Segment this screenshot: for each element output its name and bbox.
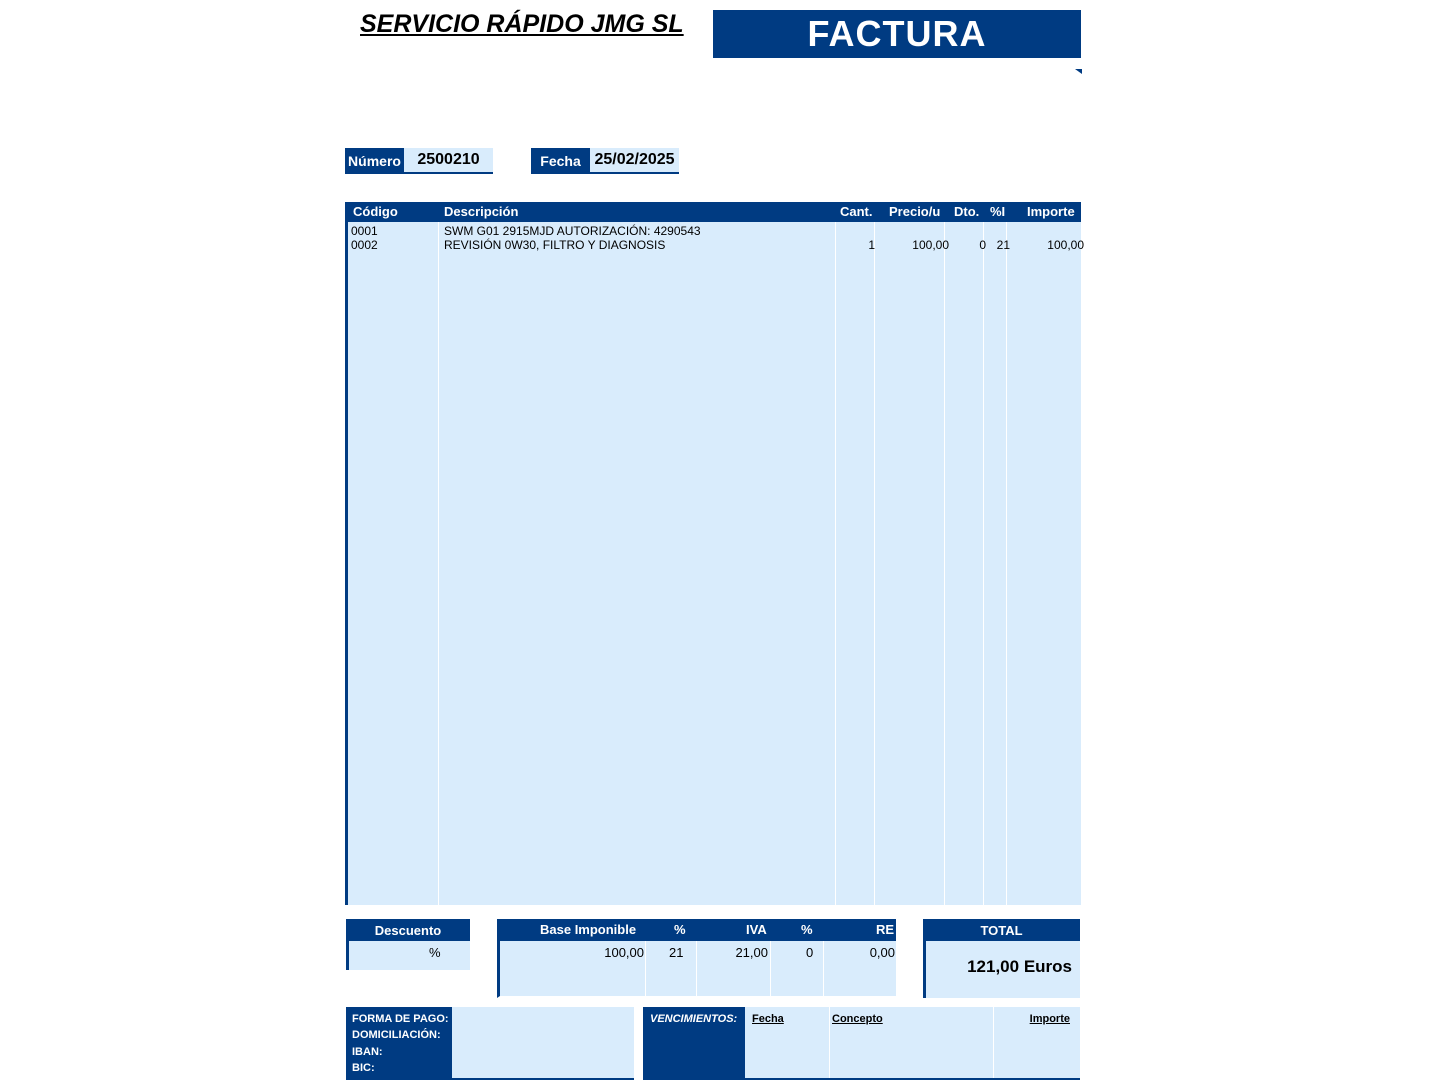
cell-cant: 1 — [868, 238, 875, 252]
numero-value: 2500210 — [404, 148, 493, 174]
column-divider — [983, 222, 984, 905]
company-name: SERVICIO RÁPIDO JMG SL — [360, 10, 684, 38]
column-divider — [993, 1007, 994, 1078]
header-iva: IVA — [746, 922, 767, 937]
column-divider — [874, 222, 875, 905]
vencimientos-label-box — [643, 1007, 745, 1080]
header-precio: Precio/u — [889, 204, 941, 219]
column-divider — [835, 222, 836, 905]
document-title: FACTURA — [713, 10, 1081, 58]
vencimientos-importe-header: Importe — [1029, 1013, 1070, 1025]
vencimientos-table — [745, 1007, 1080, 1080]
column-divider — [829, 1007, 830, 1078]
column-divider — [944, 222, 945, 905]
header-cant: Cant. — [840, 204, 873, 219]
tax-header — [497, 919, 896, 941]
cell-importe: 100,00 — [1047, 238, 1084, 252]
header-dto: Dto. — [954, 204, 980, 219]
table-row — [348, 224, 1084, 238]
domiciliacion-label: DOMICILIACIÓN: — [352, 1029, 441, 1041]
total-box — [923, 941, 1080, 998]
bic-label: BIC: — [352, 1062, 375, 1074]
column-divider — [645, 941, 646, 998]
vencimientos-concepto-header: Concepto — [832, 1013, 883, 1025]
corner-mark — [1075, 69, 1082, 74]
numero-label: Número — [345, 148, 404, 174]
vencimientos-section — [643, 1007, 1080, 1080]
cell-iva-pct: 21 — [996, 238, 1010, 252]
value-base-imponible: 100,00 — [604, 945, 644, 960]
cell-precio: 100,00 — [912, 238, 949, 252]
cell-descripcion: REVISIÓN 0W30, FILTRO Y DIAGNOSIS — [444, 238, 666, 252]
column-divider — [438, 222, 439, 905]
descuento-label: Descuento — [346, 919, 470, 941]
header-re-pct: % — [801, 922, 813, 937]
tax-values — [497, 941, 896, 998]
header-codigo: Código — [353, 204, 398, 219]
column-divider — [1006, 222, 1007, 905]
payment-labels — [346, 1007, 452, 1080]
value-re: 0,00 — [869, 945, 895, 960]
descuento-box — [346, 941, 470, 970]
header-re: RE — [876, 922, 895, 937]
total-label: TOTAL — [923, 919, 1080, 941]
header-iva-pct: %I — [990, 204, 1006, 219]
items-header — [345, 202, 1081, 222]
cell-descripcion: SWM G01 2915MJD AUTORIZACIÓN: 4290543 — [444, 224, 701, 238]
items-table — [345, 202, 1084, 905]
column-divider — [696, 941, 697, 998]
payment-values — [452, 1007, 634, 1080]
header-descripcion: Descripción — [444, 204, 519, 219]
fecha-value: 25/02/2025 — [590, 148, 679, 174]
cell-codigo: 0002 — [351, 238, 378, 252]
vencimientos-fecha-header: Fecha — [752, 1013, 784, 1025]
header-iva-pct: % — [674, 922, 686, 937]
value-iva-pct: 21 — [669, 945, 684, 960]
table-row — [348, 238, 1084, 252]
payment-section — [346, 1007, 634, 1080]
column-divider — [823, 941, 824, 998]
vencimientos-label: VENCIMIENTOS: — [650, 1013, 738, 1025]
descuento-value: % — [429, 945, 441, 960]
forma-pago-label: FORMA DE PAGO: — [352, 1013, 449, 1025]
column-divider — [770, 941, 771, 998]
total-value: 121,00 Euros — [967, 957, 1072, 976]
items-body — [345, 222, 1084, 905]
value-iva: 21,00 — [735, 945, 768, 960]
header-base-imponible: Base Imponible — [540, 922, 637, 937]
value-re-pct: 0 — [806, 945, 814, 960]
header-importe: Importe — [1027, 204, 1075, 219]
fecha-label: Fecha — [531, 148, 590, 174]
iban-label: IBAN: — [352, 1046, 383, 1058]
cell-dto: 0 — [979, 238, 986, 252]
cell-codigo: 0001 — [351, 224, 378, 238]
